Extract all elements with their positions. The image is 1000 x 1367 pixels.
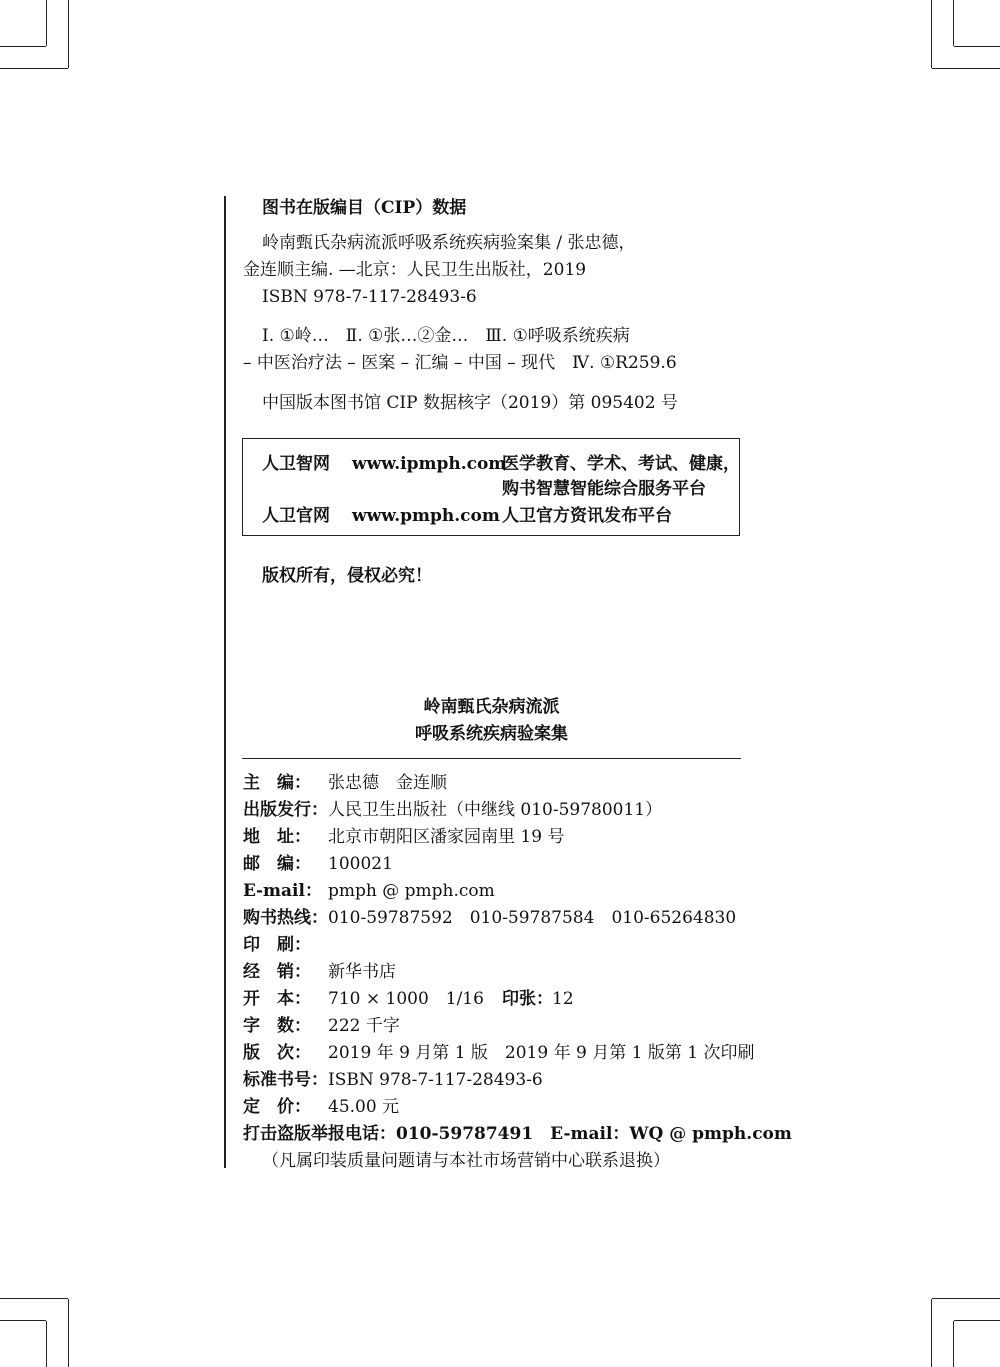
cip-classification-line2: – 中医治疗法 – 医案 – 汇编 – 中国 – 现代 Ⅳ. ①R259.6 <box>243 353 677 373</box>
format-value: 710 × 1000 1/16 <box>328 989 484 1009</box>
book-title-line2: 呼吸系统疾病验案集 <box>415 724 568 744</box>
cip-title-line: 岭南甄氏杂病流派呼吸系统疾病验案集 / 张忠德， <box>262 233 636 253</box>
copyright-notice: 版权所有，侵权必究！ <box>262 566 432 586</box>
book-title-line1: 岭南甄氏杂病流派 <box>423 697 560 717</box>
sheets-value: 12 <box>552 989 574 1009</box>
publisher-label: 出版发行： <box>243 800 328 820</box>
postcode-label: 邮 编： <box>243 854 311 874</box>
isbn-label: 标准书号： <box>243 1070 328 1090</box>
publisher-value: 人民卫生出版社（中继线 010-59780011） <box>328 800 663 820</box>
distributor-label: 经 销： <box>243 962 311 982</box>
edition-label: 版 次： <box>243 1043 311 1063</box>
crop-mark <box>954 46 1000 47</box>
crop-mark <box>931 0 932 68</box>
words-value: 222 千字 <box>328 1016 400 1036</box>
postcode-value: 100021 <box>328 854 393 874</box>
address-value: 北京市朝阳区潘家园南里 19 号 <box>328 827 565 847</box>
hotline-value: 010-59787592 010-59787584 010-65264830 <box>328 908 737 928</box>
words-label: 字 数： <box>243 1016 311 1036</box>
crop-mark <box>68 0 69 68</box>
crop-mark <box>0 1298 68 1299</box>
website-desc-pmph: 人卫官方资讯发布平台 <box>502 506 672 526</box>
format-label: 开 本： <box>243 989 311 1009</box>
printer-label: 印 刷： <box>243 935 311 955</box>
crop-mark <box>932 1298 1000 1299</box>
distributor-value: 新华书店 <box>328 962 396 982</box>
website-desc-ipmph-2: 购书智慧智能综合服务平台 <box>502 479 706 499</box>
crop-mark <box>953 1321 954 1367</box>
website-url-ipmph[interactable]: www.ipmph.com <box>352 454 507 474</box>
crop-mark <box>953 0 954 46</box>
crop-mark <box>0 46 46 47</box>
website-desc-ipmph: 医学教育、学术、考试、健康， <box>502 454 740 474</box>
email-value: pmph @ pmph.com <box>328 881 495 901</box>
website-name-pmph: 人卫官网 <box>262 506 330 526</box>
editor-label: 主 编： <box>243 773 311 793</box>
cip-verification: 中国版本图书馆 CIP 数据核字（2019）第 095402 号 <box>262 393 678 413</box>
cip-publication-line: 金连顺主编. —北京：人民卫生出版社，2019 <box>243 260 587 280</box>
crop-mark <box>954 1320 1000 1321</box>
margin-rule <box>224 196 226 1168</box>
crop-mark <box>68 1299 69 1367</box>
sheets-label: 印张： <box>502 989 553 1009</box>
email-label: E - mail： <box>243 881 322 901</box>
hotline-label: 购书热线： <box>243 908 328 928</box>
crop-mark <box>931 1299 932 1367</box>
cip-isbn: ISBN 978-7-117-28493-6 <box>262 287 477 307</box>
isbn-value: ISBN 978-7-117-28493-6 <box>328 1070 543 1090</box>
edition-value: 2019 年 9 月第 1 版 2019 年 9 月第 1 版第 1 次印刷 <box>328 1043 755 1063</box>
price-value: 45.00 元 <box>328 1097 400 1117</box>
divider <box>242 758 741 759</box>
editor-value: 张忠德 金连顺 <box>328 773 447 793</box>
website-name-ipmph: 人卫智网 <box>262 454 330 474</box>
price-label: 定 价： <box>243 1097 311 1117</box>
website-url-pmph[interactable]: www.pmph.com <box>352 506 500 526</box>
crop-mark <box>46 1321 47 1367</box>
crop-mark <box>932 68 1000 69</box>
crop-mark <box>46 0 47 46</box>
quality-note: （凡属印装质量问题请与本社市场营销中心联系退换） <box>262 1151 670 1171</box>
cip-heading: 图书在版编目（CIP）数据 <box>262 198 467 218</box>
cip-classification-line1: Ⅰ. ①岭… Ⅱ. ①张…②金… Ⅲ. ①呼吸系统疾病 <box>262 326 630 346</box>
crop-mark <box>0 1320 46 1321</box>
address-label: 地 址： <box>243 827 311 847</box>
anti-piracy-line: 打击盗版举报电话：010-59787491 E-mail：WQ @ pmph.com <box>243 1124 792 1144</box>
crop-mark <box>0 68 68 69</box>
